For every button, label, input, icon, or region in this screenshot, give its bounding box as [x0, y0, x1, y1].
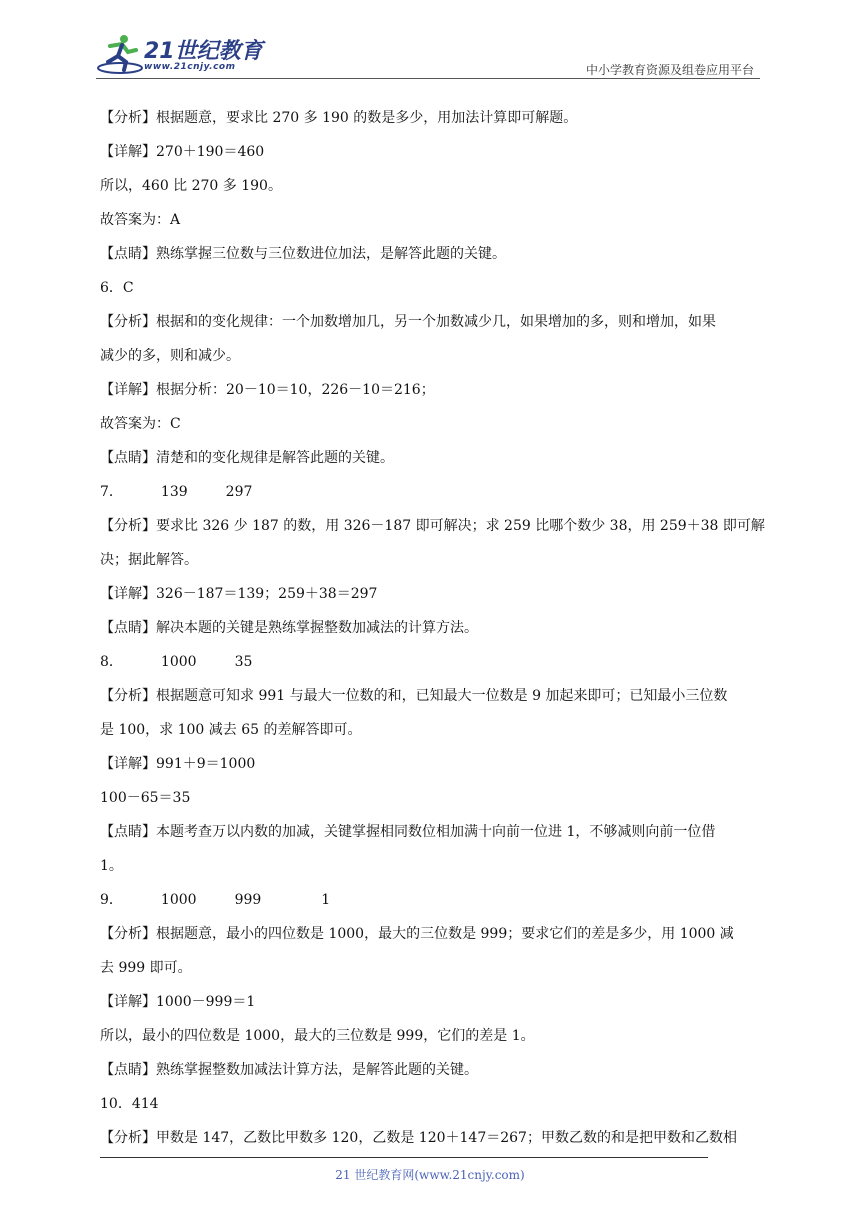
- text-line: 是 100，求 100 减去 65 的差解答即可。: [100, 722, 362, 738]
- text-line: 【详解】270＋190＝460: [100, 144, 265, 160]
- text-line: 【分析】根据和的变化规律：一个加数增加几，另一个加数减少几，如果增加的多，则和增加，如果: [100, 314, 716, 330]
- text-line: 【详解】326－187＝139；259＋38＝297: [100, 586, 378, 602]
- text-line: 【分析】根据题意，要求比 270 多 190 的数是多少，用加法计算即可解题。: [100, 110, 578, 126]
- footer-link[interactable]: 21 世纪教育网(www.21cnjy.com): [335, 1168, 525, 1182]
- answer-value: 139: [160, 484, 188, 500]
- answer-value: 297: [225, 484, 253, 500]
- text-line: 【详解】1000－999＝1: [100, 994, 256, 1010]
- text-line: 【分析】根据题意可知求 991 与最大一位数的和，已知最大一位数是 9 加起来即可；已知最小三位数: [100, 688, 728, 704]
- question-number: 8．: [100, 654, 123, 670]
- footer-divider: [100, 1157, 708, 1158]
- text-line: 【点睛】熟练掌握整数加减法计算方法，是解答此题的关键。: [100, 1062, 478, 1078]
- text-line: 100－65＝35: [100, 790, 191, 806]
- answer-line-q9: [100, 883, 765, 917]
- answer-line-q8: [100, 645, 765, 679]
- page-header: [96, 30, 760, 78]
- text-line: 所以，最小的四位数是 1000，最大的三位数是 999，它们的差是 1。: [100, 1028, 535, 1044]
- text-line: 【点睛】解决本题的关键是熟练掌握整数加减法的计算方法。: [100, 620, 478, 636]
- runner-logo-icon: [96, 32, 146, 76]
- text-line: 所以，460 比 270 多 190。: [100, 178, 282, 194]
- answer-value: 1000: [160, 892, 197, 908]
- logo: [96, 30, 276, 78]
- answer-value: 1: [321, 892, 331, 908]
- text-line: 去 999 即可。: [100, 960, 192, 976]
- answer-value: 35: [234, 654, 253, 670]
- answer-value: 999: [234, 892, 262, 908]
- text-line: 故答案为：C: [100, 416, 181, 432]
- text-line: 【点睛】清楚和的变化规律是解答此题的关键。: [100, 450, 394, 466]
- question-number: 6．C: [100, 280, 134, 296]
- text-line: 决；据此解答。: [100, 552, 198, 568]
- header-divider: [96, 78, 760, 79]
- text-line: 【分析】甲数是 147，乙数比甲数多 120，乙数是 120＋147＝267；甲数乙数的和是把甲数和乙数相: [100, 1130, 737, 1146]
- answer-value: 1000: [160, 654, 197, 670]
- text-line: 减少的多，则和减少。: [100, 348, 240, 364]
- text-line: 1。: [100, 858, 123, 874]
- question-number: 7．: [100, 484, 123, 500]
- text-line: 【分析】根据题意，最小的四位数是 1000，最大的三位数是 999；要求它们的差是多少，用 1000 减: [100, 926, 734, 942]
- text-line: 【点睛】熟练掌握三位数与三位数进位加法，是解答此题的关键。: [100, 246, 506, 262]
- text-line: 【点睛】本题考查万以内数的加减，关键掌握相同数位相加满十向前一位进 1，不够减则向前一位借: [100, 824, 716, 840]
- text-line: 【详解】991＋9＝1000: [100, 756, 256, 772]
- platform-name: 中小学教育资源及组卷应用平台: [585, 63, 754, 77]
- text-line: 【分析】要求比 326 少 187 的数，用 326－187 即可解决；求 259 比哪个数少 38，用 259＋38 即可解: [100, 518, 765, 534]
- question-number: 9．: [100, 892, 123, 908]
- question-number: 10．414: [100, 1096, 159, 1112]
- text-line: 【详解】根据分析：20－10＝10，226－10＝216；: [100, 382, 435, 398]
- answer-line-q7: [100, 475, 765, 509]
- document-body: [100, 101, 765, 1155]
- logo-text: 21世纪教育: [144, 39, 263, 64]
- text-line: 故答案为：A: [100, 212, 181, 228]
- logo-url: www.21cnjy.com: [144, 62, 236, 72]
